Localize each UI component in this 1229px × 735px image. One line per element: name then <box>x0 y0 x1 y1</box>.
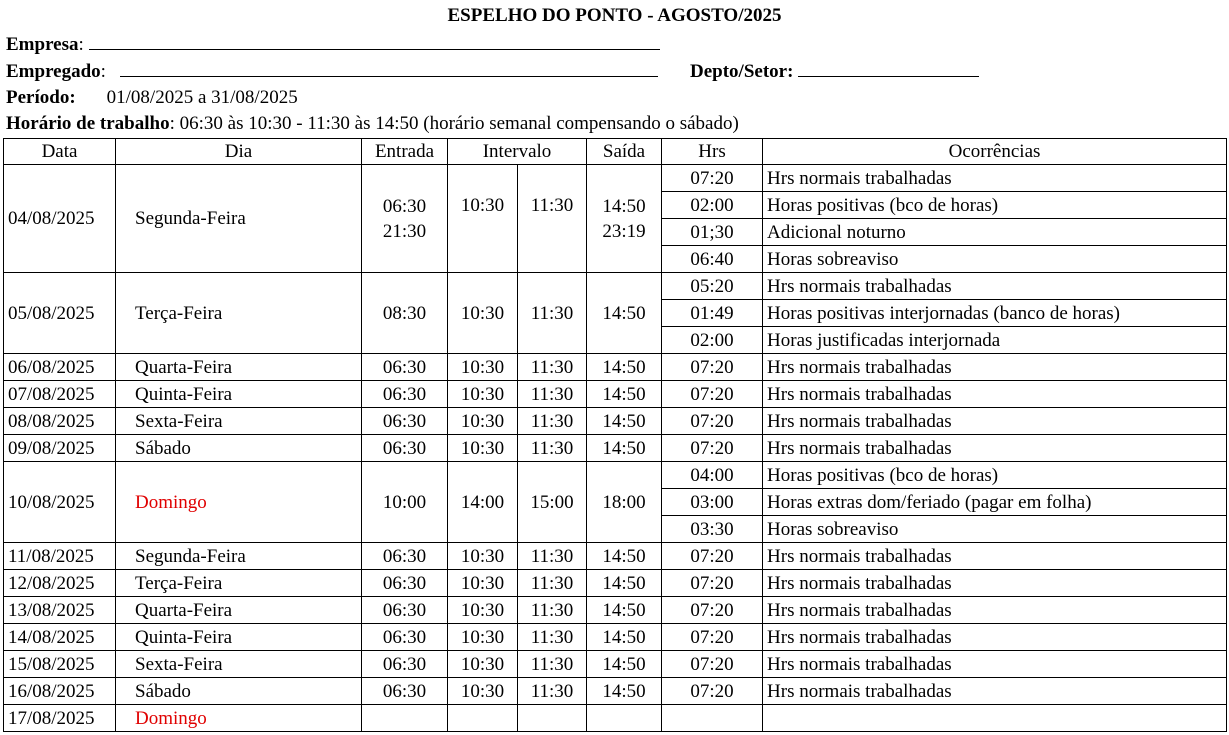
cell-hrs: 06:40 <box>662 246 763 273</box>
table-row <box>4 570 1227 597</box>
cell-intervalo-fim: 11:30 <box>518 408 587 435</box>
cell-dia: Domingo <box>116 462 362 543</box>
cell-entrada: 06:30 <box>362 651 448 678</box>
table-row <box>4 381 1227 408</box>
cell-ocorrencia: Hrs normais trabalhadas <box>763 435 1227 462</box>
table-row <box>4 165 1227 192</box>
cell-saida: 14:50 <box>587 273 662 354</box>
cell-data: 05/08/2025 <box>4 273 116 354</box>
cell-saida: 14:50 <box>587 678 662 705</box>
cell-intervalo-fim: 11:30 <box>518 678 587 705</box>
cell-ocorrencia: Horas sobreaviso <box>763 516 1227 543</box>
col-header-data: Data <box>4 139 116 165</box>
cell-entrada: 06:30 <box>362 678 448 705</box>
cell-ocorrencia: Horas positivas interjornadas (banco de horas) <box>763 300 1227 327</box>
cell-saida: 14:50 <box>587 624 662 651</box>
cell-hrs: 07:20 <box>662 381 763 408</box>
cell-data: 07/08/2025 <box>4 381 116 408</box>
empresa-label: Empresa <box>6 34 79 55</box>
cell-data: 10/08/2025 <box>4 462 116 543</box>
cell-ocorrencia: Adicional noturno <box>763 219 1227 246</box>
cell-saida: 14:50 <box>587 381 662 408</box>
cell-intervalo-inicio: 14:00 <box>448 462 518 543</box>
cell-dia: Segunda-Feira <box>116 543 362 570</box>
cell-data: 04/08/2025 <box>4 165 116 273</box>
cell-entrada-line-1: 06:30 <box>382 195 427 217</box>
cell-dia: Domingo <box>116 705 362 732</box>
cell-hrs: 02:00 <box>662 327 763 354</box>
cell-intervalo-inicio: 10:30 <box>448 165 518 273</box>
cell-entrada: 06:30 <box>362 381 448 408</box>
cell-ocorrencia: Hrs normais trabalhadas <box>763 381 1227 408</box>
cell-ocorrencia: Hrs normais trabalhadas <box>763 651 1227 678</box>
cell-intervalo-fim: 15:00 <box>518 462 587 543</box>
cell-dia: Sábado <box>116 678 362 705</box>
cell-saida: 14:50 <box>587 408 662 435</box>
cell-intervalo-fim: 11:30 <box>518 273 587 354</box>
cell-intervalo-inicio: 10:30 <box>448 543 518 570</box>
depto-line <box>690 58 979 83</box>
cell-dia: Quarta-Feira <box>116 597 362 624</box>
cell-hrs: 01;30 <box>662 219 763 246</box>
cell-ocorrencia: Hrs normais trabalhadas <box>763 624 1227 651</box>
cell-hrs: 07:20 <box>662 543 763 570</box>
cell-saida: 14:50 <box>587 354 662 381</box>
cell-data: 16/08/2025 <box>4 678 116 705</box>
cell-dia: Sexta-Feira <box>116 408 362 435</box>
horario-label: Horário de trabalho <box>6 113 170 134</box>
empregado-label: Empregado <box>6 61 101 82</box>
table-row <box>4 462 1227 489</box>
cell-ocorrencia: Hrs normais trabalhadas <box>763 165 1227 192</box>
cell-entrada-line-2: 21:30 <box>382 220 427 242</box>
cell-entrada: 08:30 <box>362 273 448 354</box>
cell-hrs: 07:20 <box>662 408 763 435</box>
cell-intervalo-inicio: 10:30 <box>448 678 518 705</box>
cell-data: 12/08/2025 <box>4 570 116 597</box>
cell-intervalo-inicio: 10:30 <box>448 435 518 462</box>
cell-intervalo-fim: 11:30 <box>518 624 587 651</box>
periodo-value: 01/08/2025 a 31/08/2025 <box>106 87 298 108</box>
cell-entrada: 06:30 <box>362 408 448 435</box>
cell-intervalo-inicio: 10:30 <box>448 408 518 435</box>
horario-value: : 06:30 às 10:30 - 11:30 às 14:50 (horário semanal compensando o sábado) <box>169 113 739 134</box>
cell-intervalo-inicio: 10:30 <box>448 624 518 651</box>
cell-saida <box>587 705 662 732</box>
cell-hrs: 07:20 <box>662 678 763 705</box>
cell-intervalo-fim: 11:30 <box>518 354 587 381</box>
cell-hrs: 07:20 <box>662 435 763 462</box>
cell-data: 13/08/2025 <box>4 597 116 624</box>
cell-dia: Quarta-Feira <box>116 354 362 381</box>
table-row <box>4 651 1227 678</box>
horario-line <box>6 111 739 136</box>
cell-saida-line-1: 14:50 <box>602 195 646 217</box>
depto-field[interactable] <box>798 58 979 77</box>
cell-intervalo-inicio: 10:30 <box>448 597 518 624</box>
cell-data: 08/08/2025 <box>4 408 116 435</box>
table-row <box>4 354 1227 381</box>
cell-hrs: 07:20 <box>662 165 763 192</box>
col-header-entrada: Entrada <box>362 139 448 165</box>
cell-intervalo-inicio: 10:30 <box>448 570 518 597</box>
col-header-hrs: Hrs <box>662 139 763 165</box>
cell-entrada: 06:30 <box>362 597 448 624</box>
table-header-row <box>4 139 1227 165</box>
cell-ocorrencia: Horas extras dom/feriado (pagar em folha) <box>763 489 1227 516</box>
cell-entrada: 06:30 <box>362 570 448 597</box>
table-row <box>4 543 1227 570</box>
cell-ocorrencia: Hrs normais trabalhadas <box>763 354 1227 381</box>
col-header-ocorrencias: Ocorrências <box>763 139 1227 165</box>
table-row <box>4 273 1227 300</box>
depto-label: Depto/Setor: <box>690 61 794 82</box>
cell-ocorrencia <box>763 705 1227 732</box>
col-header-saida: Saída <box>587 139 662 165</box>
cell-entrada: 06:30 <box>362 543 448 570</box>
cell-saida-line-2: 23:19 <box>602 220 646 242</box>
timesheet-table <box>3 138 1227 732</box>
cell-intervalo-fim: 11:30 <box>518 651 587 678</box>
cell-intervalo-inicio: 10:30 <box>448 381 518 408</box>
cell-data: 09/08/2025 <box>4 435 116 462</box>
cell-dia: Sábado <box>116 435 362 462</box>
cell-saida: 14:50 <box>587 597 662 624</box>
empregado-field[interactable] <box>120 58 658 77</box>
cell-hrs: 07:20 <box>662 597 763 624</box>
cell-ocorrencia: Hrs normais trabalhadas <box>763 408 1227 435</box>
cell-dia: Sexta-Feira <box>116 651 362 678</box>
cell-entrada: 06:30 <box>362 435 448 462</box>
col-header-dia: Dia <box>116 139 362 165</box>
cell-saida <box>587 165 662 273</box>
cell-intervalo-fim: 11:30 <box>518 570 587 597</box>
cell-data: 11/08/2025 <box>4 543 116 570</box>
cell-dia: Terça-Feira <box>116 570 362 597</box>
cell-ocorrencia: Horas justificadas interjornada <box>763 327 1227 354</box>
table-row <box>4 408 1227 435</box>
cell-dia: Segunda-Feira <box>116 165 362 273</box>
cell-hrs: 07:20 <box>662 651 763 678</box>
cell-intervalo-fim: 11:30 <box>518 597 587 624</box>
cell-dia: Quinta-Feira <box>116 624 362 651</box>
cell-dia: Terça-Feira <box>116 273 362 354</box>
table-row <box>4 597 1227 624</box>
cell-intervalo-inicio <box>448 705 518 732</box>
table-row <box>4 624 1227 651</box>
cell-saida: 14:50 <box>587 570 662 597</box>
cell-data: 17/08/2025 <box>4 705 116 732</box>
periodo-line <box>6 85 298 110</box>
empresa-field[interactable] <box>89 31 660 50</box>
cell-intervalo-fim: 11:30 <box>518 165 587 273</box>
cell-hrs: 01:49 <box>662 300 763 327</box>
cell-entrada <box>362 165 448 273</box>
cell-intervalo-inicio: 10:30 <box>448 354 518 381</box>
cell-hrs: 04:00 <box>662 462 763 489</box>
cell-ocorrencia: Hrs normais trabalhadas <box>763 570 1227 597</box>
empresa-line: Empresa: <box>6 31 660 56</box>
cell-entrada: 10:00 <box>362 462 448 543</box>
cell-hrs: 07:20 <box>662 570 763 597</box>
cell-dia: Quinta-Feira <box>116 381 362 408</box>
cell-hrs: 03:30 <box>662 516 763 543</box>
cell-hrs <box>662 705 763 732</box>
cell-ocorrencia: Horas sobreaviso <box>763 246 1227 273</box>
cell-hrs: 05:20 <box>662 273 763 300</box>
cell-data: 14/08/2025 <box>4 624 116 651</box>
cell-saida: 18:00 <box>587 462 662 543</box>
cell-saida: 14:50 <box>587 543 662 570</box>
cell-intervalo-fim: 11:30 <box>518 381 587 408</box>
table-row <box>4 705 1227 732</box>
cell-entrada: 06:30 <box>362 624 448 651</box>
table-row <box>4 435 1227 462</box>
periodo-label: Período: <box>6 87 76 108</box>
cell-ocorrencia: Hrs normais trabalhadas <box>763 678 1227 705</box>
cell-intervalo-fim: 11:30 <box>518 435 587 462</box>
col-header-intervalo: Intervalo <box>448 139 587 165</box>
cell-data: 15/08/2025 <box>4 651 116 678</box>
cell-hrs: 03:00 <box>662 489 763 516</box>
cell-intervalo-fim: 11:30 <box>518 543 587 570</box>
table-row <box>4 678 1227 705</box>
empregado-line: Empregado: <box>6 58 658 83</box>
cell-ocorrencia: Horas positivas (bco de horas) <box>763 462 1227 489</box>
cell-ocorrencia: Hrs normais trabalhadas <box>763 543 1227 570</box>
cell-intervalo-inicio: 10:30 <box>448 273 518 354</box>
cell-ocorrencia: Hrs normais trabalhadas <box>763 597 1227 624</box>
cell-saida: 14:50 <box>587 651 662 678</box>
cell-hrs: 02:00 <box>662 192 763 219</box>
cell-ocorrencia: Horas positivas (bco de horas) <box>763 192 1227 219</box>
document-title: ESPELHO DO PONTO - AGOSTO/2025 <box>447 5 782 26</box>
cell-data: 06/08/2025 <box>4 354 116 381</box>
cell-intervalo-fim <box>518 705 587 732</box>
cell-ocorrencia: Hrs normais trabalhadas <box>763 273 1227 300</box>
cell-hrs: 07:20 <box>662 354 763 381</box>
cell-saida: 14:50 <box>587 435 662 462</box>
cell-intervalo-inicio: 10:30 <box>448 651 518 678</box>
cell-hrs: 07:20 <box>662 624 763 651</box>
cell-entrada <box>362 705 448 732</box>
cell-entrada: 06:30 <box>362 354 448 381</box>
